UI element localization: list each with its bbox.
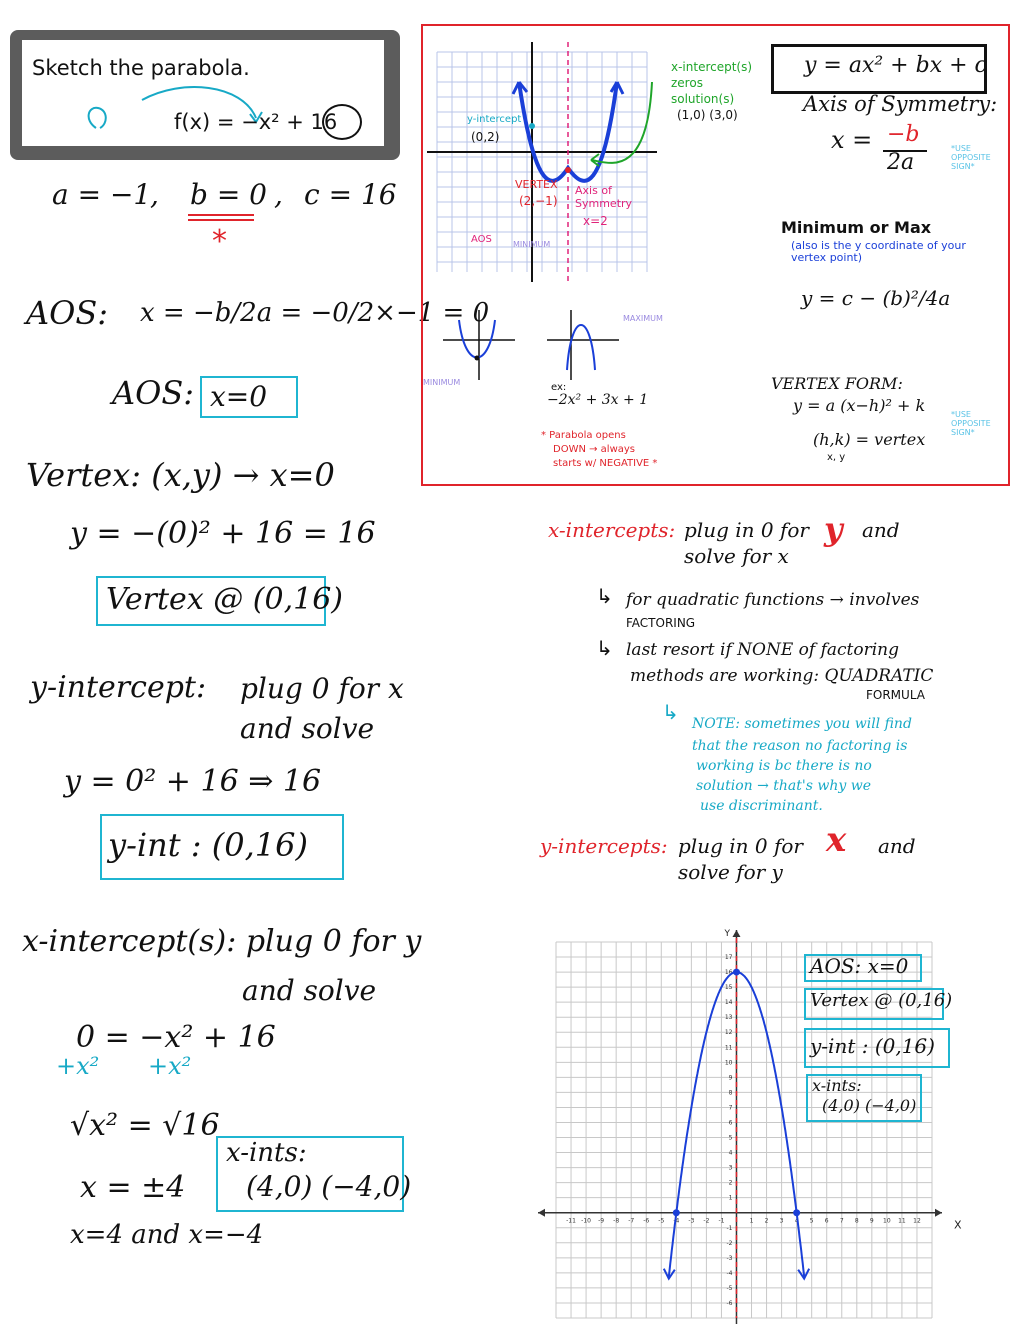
- x-tick-label: 8: [854, 1217, 859, 1225]
- ref-yint-label: y-intercept: [467, 114, 522, 125]
- arrow2-icon: ↳: [596, 636, 613, 660]
- x-tick-label: -4: [673, 1217, 680, 1225]
- graph-aos: AOS: x=0: [810, 954, 909, 978]
- arrow2-b: methods are working: QUADRATIC: [630, 666, 934, 686]
- x-tick-label: -11: [566, 1217, 576, 1225]
- xint-add-right: +x²: [148, 1052, 192, 1080]
- arrow1-icon: ↳: [596, 584, 613, 608]
- x-tick-label: -10: [581, 1217, 591, 1225]
- ref-hk: (h,k) = vertex: [813, 430, 926, 449]
- x-tick-label: 3: [779, 1217, 784, 1225]
- y-tick-label: -6: [726, 1299, 733, 1307]
- problem-card: [22, 40, 384, 146]
- ref-minmax-formula: y = c − (b)²/4a: [801, 286, 951, 310]
- y-tick-label: 16: [724, 969, 733, 977]
- x-tick-label: 11: [898, 1217, 906, 1225]
- highlight-circle: [322, 104, 362, 140]
- coef-a: a = −1: [52, 178, 152, 211]
- right-yint-text2: and: [878, 834, 916, 858]
- x-tick-label: 2: [764, 1217, 769, 1225]
- vertex-line2: y = −(0)² + 16 = 16: [70, 516, 376, 551]
- xint-eq1: 0 = −x² + 16: [76, 1020, 276, 1055]
- ref-vertex-label: VERTEX: [515, 178, 558, 191]
- y-tick-label: -3: [726, 1254, 733, 1262]
- arrow2-c: FORMULA: [866, 688, 925, 702]
- arrow1-a: for quadratic functions → involves: [626, 590, 920, 610]
- y-tick-label: 12: [724, 1029, 733, 1037]
- vertex-line1: Vertex: (x,y) → x=0: [26, 456, 335, 494]
- y-tick-label: 1: [728, 1194, 733, 1202]
- ref-min-tag: MINIMUM: [513, 240, 551, 249]
- ref-minmax-title: Minimum or Max: [781, 218, 932, 237]
- parabola-point: [733, 969, 740, 976]
- note-line-2: that the reason no factoring is: [692, 738, 908, 754]
- y-tick-label: -1: [726, 1224, 733, 1232]
- mini-minimum: MINIMUM: [423, 378, 461, 387]
- x-tick-label: -9: [598, 1217, 605, 1225]
- mini-opens-2: DOWN → always: [553, 444, 636, 455]
- x-tick-label: 4: [794, 1217, 799, 1225]
- x-tick-label: -2: [703, 1217, 710, 1225]
- xint-add-left: +x²: [56, 1052, 100, 1080]
- coef-b-underline: [188, 214, 254, 216]
- y-tick-label: 5: [728, 1134, 733, 1142]
- comma: ,: [150, 178, 159, 211]
- aos-result-box: [200, 376, 298, 418]
- x-tick-label: 9: [869, 1217, 874, 1225]
- coef-c: c = 16: [304, 178, 397, 211]
- x-tick-label: 5: [809, 1217, 814, 1225]
- star-mark: *: [212, 224, 227, 259]
- coef-b: b = 0: [190, 178, 267, 211]
- arrow2-a: last resort if NONE of factoring: [626, 640, 900, 660]
- note-line-3: working is bc there is no: [696, 758, 872, 774]
- right-yint-heading: y-intercepts:: [540, 834, 668, 858]
- right-yint-var: x: [826, 820, 847, 860]
- right-xint-var: y: [824, 510, 843, 548]
- ref-aos-tag: AOS: [471, 234, 492, 245]
- xint-eq3: x = ±4: [80, 1170, 186, 1205]
- x-tick-label: -3: [688, 1217, 695, 1225]
- x-tick-label: 1: [749, 1217, 754, 1225]
- reference-panel: [421, 24, 1010, 486]
- right-yint-text1: plug in 0 for: [678, 834, 803, 858]
- right-xint-heading: x-intercepts:: [548, 518, 676, 542]
- ref-yint-point: (0,2): [471, 130, 500, 144]
- graph-aos-box: [804, 954, 922, 982]
- xint-eq4: x=4 and x=−4: [70, 1220, 264, 1250]
- ref-xint-label: x-intercept(s): [671, 60, 753, 74]
- mini-maximum: MAXIMUM: [623, 314, 663, 323]
- ref-axis-label: Axis of Symmetry: [575, 184, 633, 210]
- y-tick-label: 2: [728, 1179, 733, 1187]
- parabola-point: [793, 1209, 800, 1216]
- ref-aos-den: 2a: [887, 150, 915, 175]
- yint-heading: y-intercept:: [30, 670, 207, 705]
- xint-line2: and solve: [242, 974, 377, 1007]
- aos-formula: x = −b/2a = −0/2×−1 = 0: [140, 298, 490, 328]
- right-xint-text2: and: [862, 518, 900, 542]
- ref-axis-value: x=2: [583, 214, 608, 228]
- x-tick-label: -7: [628, 1217, 635, 1225]
- ref-vertex-point: (2,−1): [519, 194, 558, 208]
- x-tick-label: 7: [839, 1217, 844, 1225]
- xint-box-label: x-ints:: [226, 1138, 307, 1168]
- xint-heading: x-intercept(s): plug 0 for y: [22, 924, 422, 959]
- note-line-1: NOTE: sometimes you will find: [692, 716, 912, 732]
- y-tick-label: 15: [724, 984, 733, 992]
- y-tick-label: 17: [724, 954, 733, 962]
- yint-line1: plug 0 for x: [240, 672, 404, 705]
- ref-xint-points: (1,0) (3,0): [677, 108, 738, 122]
- right-xint-line2: solve for x: [684, 544, 789, 568]
- y-tick-label: 10: [724, 1059, 733, 1067]
- x-tick-label: 6: [824, 1217, 829, 1225]
- graph-vertex-box: [804, 988, 953, 1020]
- problem-function: f(x) = −x² + 16: [174, 110, 338, 134]
- y-tick-label: 8: [728, 1089, 733, 1097]
- mini-opens-3: starts w/ NEGATIVE *: [553, 458, 658, 469]
- note-arrow-icon: ↳: [662, 700, 679, 724]
- x-axis-arrow-left: [538, 1209, 545, 1217]
- y-tick-label: 9: [728, 1074, 733, 1082]
- ref-solutions-label: solution(s): [671, 92, 735, 106]
- yint-value: y-int : (0,16): [108, 826, 308, 864]
- x-tick-label: -5: [658, 1217, 665, 1225]
- mini-opens-1: * Parabola opens: [541, 430, 626, 441]
- x-tick-label: 12: [913, 1217, 921, 1225]
- x-axis-arrow: [935, 1209, 942, 1217]
- x-tick-label: -6: [643, 1217, 650, 1225]
- y-tick-label: 13: [724, 1014, 733, 1022]
- ref-aos-title: Axis of Symmetry:: [803, 92, 998, 116]
- aos-result-value: x=0: [210, 380, 268, 413]
- coef-b-underline-2: [188, 219, 254, 221]
- ref-minmax-note: (also is the y coordinate of your vertex point): [791, 239, 966, 264]
- ref-vertex-form: y = a (x−h)² + k: [793, 396, 926, 415]
- y-tick-label: -2: [726, 1239, 733, 1247]
- graph-xints-value: (4,0) (−4,0): [822, 1096, 917, 1115]
- x-axis-label: X: [954, 1218, 962, 1232]
- aos-formula-label: AOS:: [26, 294, 109, 332]
- graph-yint: y-int : (0,16): [810, 1034, 935, 1058]
- ref-aos-num: −b: [887, 122, 920, 147]
- mini-example-eq: −2x² + 3x + 1: [547, 392, 649, 408]
- yint-calc: y = 0² + 16 ⇒ 16: [64, 764, 322, 799]
- problem-box: [10, 30, 400, 160]
- parabola-point: [673, 1209, 680, 1216]
- ref-aos-lhs: x =: [831, 126, 873, 154]
- ref-zeros-label: zeros: [671, 76, 703, 90]
- ref-opposite-note: *USE OPPOSITE SIGN*: [951, 144, 991, 171]
- ref-vertex-form-note: *USE OPPOSITE SIGN*: [951, 410, 991, 437]
- arrow1-b: FACTORING: [626, 616, 696, 630]
- mini-example-label: ex:: [551, 382, 567, 393]
- graph-vertex: Vertex @ (0,16): [810, 990, 953, 1011]
- y-tick-label: 6: [728, 1119, 733, 1127]
- vertex-value: Vertex @ (0,16): [106, 582, 344, 617]
- reference-graph: [427, 42, 657, 292]
- right-xint-text1: plug in 0 for: [684, 518, 809, 542]
- ref-formula-box: [771, 44, 987, 94]
- y-tick-label: -5: [726, 1284, 733, 1292]
- ref-vertex-form-title: VERTEX FORM:: [771, 374, 903, 393]
- graph-xints-label: x-ints:: [812, 1076, 862, 1095]
- xint-box: [216, 1136, 412, 1212]
- vertex-box: [96, 576, 344, 626]
- y-tick-label: -4: [726, 1269, 733, 1277]
- note-line-5: use discriminant.: [700, 798, 823, 814]
- right-yint-line2: solve for y: [678, 860, 783, 884]
- y-tick-label: 11: [724, 1044, 733, 1052]
- x-tick-label: -8: [613, 1217, 620, 1225]
- comma-2: ,: [274, 178, 283, 211]
- problem-title: Sketch the parabola.: [32, 56, 250, 80]
- y-axis-label: Y: [724, 929, 730, 939]
- graph-xints-box: [806, 1074, 922, 1122]
- xint-box-value: (4,0) (−4,0): [246, 1170, 412, 1203]
- yint-box: [100, 814, 344, 880]
- note-line-4: solution → that's why we: [696, 778, 872, 794]
- y-axis-arrow: [732, 930, 740, 937]
- aos-result-label: AOS:: [112, 374, 195, 412]
- ref-xy: x, y: [827, 452, 846, 463]
- ref-formula: y = ax² + bx + c: [804, 53, 987, 78]
- x-tick-label: 10: [883, 1217, 891, 1225]
- y-tick-label: 4: [728, 1149, 733, 1157]
- xint-eq2: √x² = √16: [70, 1108, 220, 1143]
- y-tick-label: 3: [728, 1164, 733, 1172]
- y-tick-label: 14: [724, 999, 733, 1007]
- graph-yint-box: [804, 1028, 950, 1068]
- x-tick-label: -1: [718, 1217, 725, 1225]
- y-tick-label: 7: [728, 1104, 733, 1112]
- yint-line2: and solve: [240, 712, 375, 745]
